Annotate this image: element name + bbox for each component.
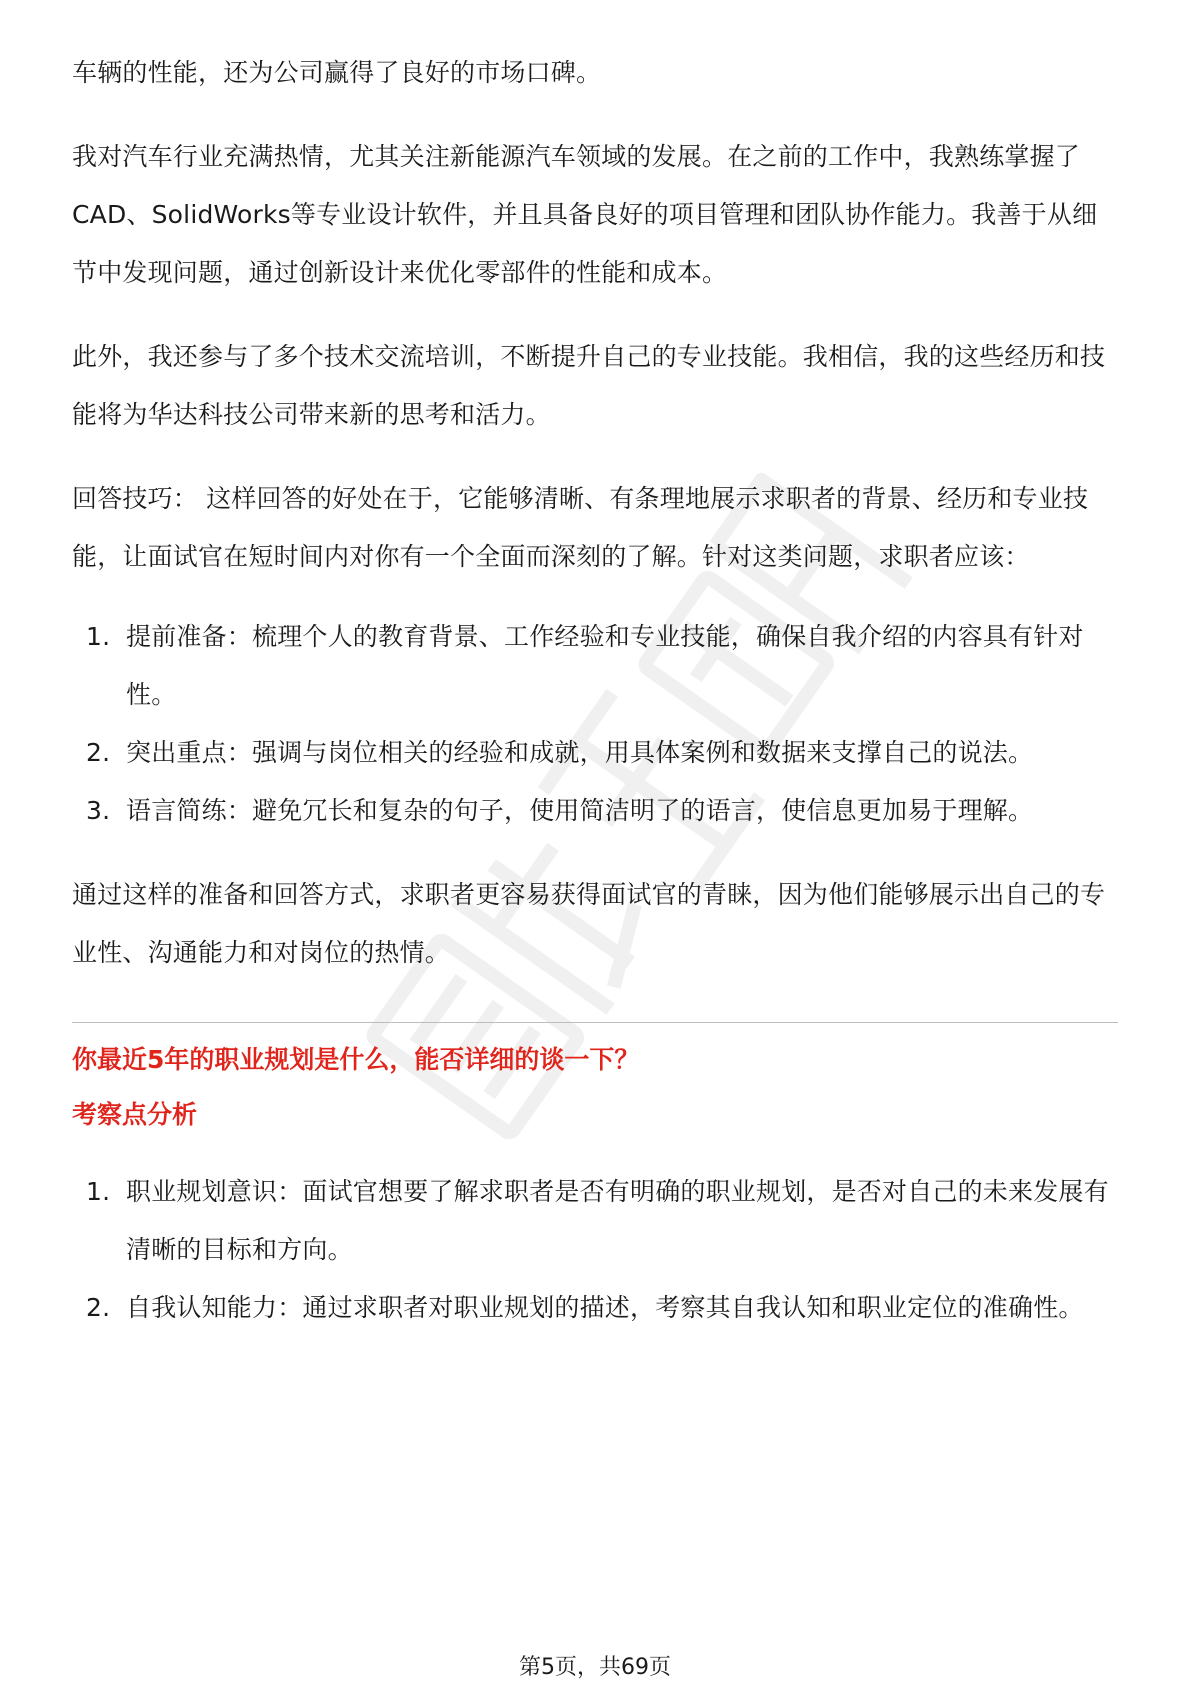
question-analysis-heading: 考察点分析 [72,1100,198,1129]
paragraph-answer-tips: 回答技巧： 这样回答的好处在于，它能够清晰、有条理地展示求职者的背景、经历和专业技能，让面试官在短时间内对你有一个全面而深刻的了解。针对这类问题，求职者应该： [72,484,1089,571]
paragraph-industry-passion: 我对汽车行业充满热情，尤其关注新能源汽车领域的发展。在之前的工作中，我熟练掌握了CAD、SolidWorks等专业设计软件，并且具备良好的项目管理和团队协作能力。我善于从细节中发现问题，通过创新设计来优化零部件的性能和成本。 [72,142,1098,287]
list-item-text: 自我认知能力：通过求职者对职业规划的描述，考察其自我认知和职业定位的准确性。 [126,1293,1084,1322]
list-item-text: 提前准备：梳理个人的教育背景、工作经验和专业技能，确保自我介绍的内容具有针对性。 [126,622,1084,709]
list-item-number: 2. [86,1293,111,1322]
list-item-number: 1. [86,622,111,651]
list-item [72,1279,1118,1337]
list-item [72,1163,1118,1279]
list-item-text: 突出重点：强调与岗位相关的经验和成就，用具体案例和数据来支撑自己的说法。 [126,738,1034,767]
list-item [72,724,1118,782]
paragraph-intro-end: 车辆的性能，还为公司赢得了良好的市场口碑。 [72,58,602,87]
document-body [72,44,1118,1337]
list-item-text: 职业规划意识：面试官想要了解求职者是否有明确的职业规划，是否对自己的未来发展有清晰的目标和方向。 [126,1177,1109,1264]
page-number-footer: 第5页，共69页 [519,1655,671,1680]
question-title: 你最近5年的职业规划是什么，能否详细的谈一下？ [72,1045,640,1074]
tips-list [72,608,1118,840]
list-item-number: 1. [86,1177,111,1206]
list-item-number: 3. [86,796,111,825]
list-item [72,782,1118,840]
list-item-text: 语言简练：避免冗长和复杂的句子，使用简洁明了的语言，使信息更加易于理解。 [126,796,1034,825]
list-item-number: 2. [86,738,111,767]
paragraph-conclusion: 通过这样的准备和回答方式，求职者更容易获得面试官的青睐，因为他们能够展示出自己的专业性、沟通能力和对岗位的热情。 [72,880,1106,967]
paragraph-training: 此外，我还参与了多个技术交流培训，不断提升自己的专业技能。我相信，我的这些经历和技能将为华达科技公司带来新的思考和活力。 [72,342,1106,429]
list-item [72,608,1118,724]
analysis-points-list [72,1163,1118,1337]
